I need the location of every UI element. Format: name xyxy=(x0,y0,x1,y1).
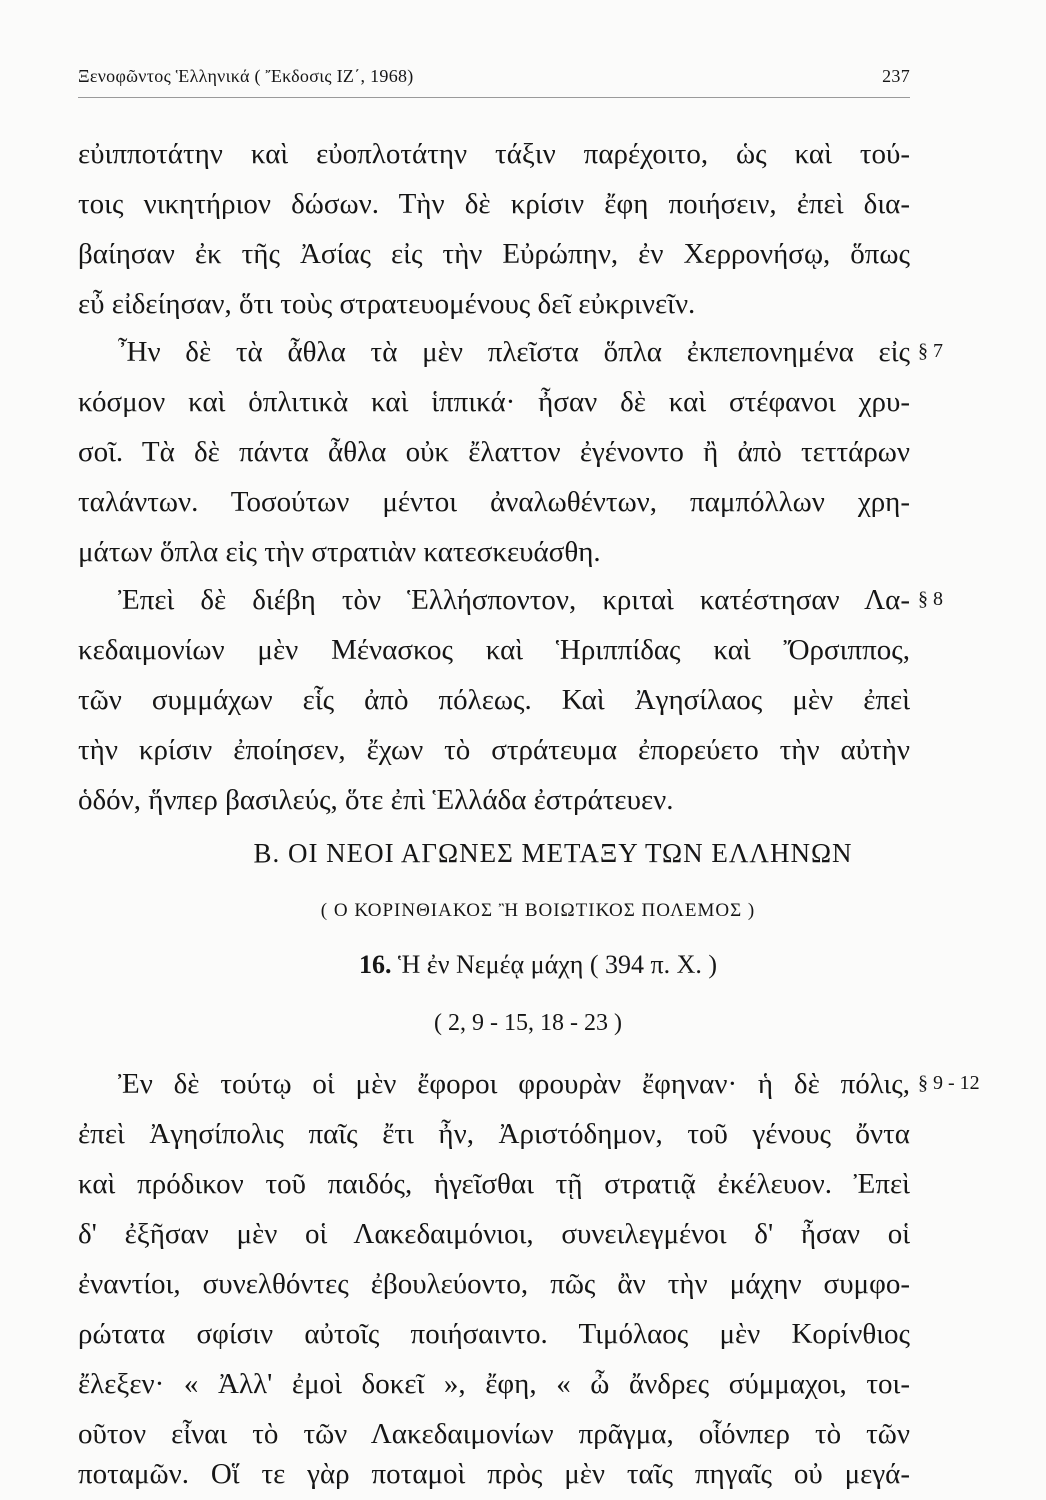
part-heading: Β. ΟΙ ΝΕΟΙ ΑΓΩΝΕΣ ΜΕΤΑΞΥ ΤΩΝ ΕΛΛΗΝΩΝ xyxy=(253,838,853,868)
text-line: σοῖ. Τὰ δὲ πάντα ἆθλα οὐκ ἔλαττον ἐγένοντο ἢ ἀπὸ τεττάρων xyxy=(78,436,910,468)
chapter-number: 16. xyxy=(358,950,392,979)
text-line: καὶ πρόδικον τοῦ παιδός, ἡγεῖσθαι τῇ στρατιᾷ ἐκέλευον. Ἐπεὶ xyxy=(78,1168,910,1200)
text-line: δ' ἐξῆσαν μὲν οἱ Λακεδαιμόνιοι, συνειλεγμένοι δ' ἦσαν οἱ xyxy=(78,1218,910,1250)
text-line: ποταμῶν. Οἵ τε γὰρ ποταμοὶ πρὸς μὲν ταῖς πηγαῖς οὐ μεγά- xyxy=(78,1458,910,1490)
text-line: Ἦν δὲ τὰ ἆθλα τὰ μὲν πλεῖστα ὅπλα ἐκπεπονημένα εἰς xyxy=(118,336,910,368)
text-line: μάτων ὅπλα εἰς τὴν στρατιὰν κατεσκευάσθη. xyxy=(78,536,601,568)
running-head-title: Ξενοφῶντος Ἑλληνικά ( Ἔκδοσις ΙΖ΄, 1968) xyxy=(78,66,414,86)
text-line: Ἐπεὶ δὲ διέβη τὸν Ἑλλήσποντον, κριταὶ κατέστησαν Λα- xyxy=(118,584,910,616)
text-line: ὁδόν, ἥνπερ βασιλεύς, ὅτε ἐπὶ Ἑλλάδα ἐστράτευεν. xyxy=(78,784,674,816)
page-number: 237 xyxy=(882,66,910,86)
section-marker: § 7 xyxy=(918,340,943,362)
part-subheading: ( Ο ΚΟΡΙΝΘΙΑΚΟΣ Ἢ ΒΟΙΩΤΙΚΟΣ ΠΟΛΕΜΟΣ ) xyxy=(320,900,756,921)
text-line: ταλάντων. Τοσούτων μέντοι ἀναλωθέντων, παμπόλλων χρη- xyxy=(78,486,910,518)
text-line: ἐναντίοι, συνελθόντες ἐβουλεύοντο, πῶς ἂν τὴν μάχην συμφο- xyxy=(78,1268,910,1300)
text-line: ρώτατα σφίσιν αὐτοῖς ποιήσαιντο. Τιμόλαος μὲν Κορίνθιος xyxy=(78,1318,910,1350)
text-line: εὖ εἰδείησαν, ὅτι τοὺς στρατευομένους δεῖ εὐκρινεῖν. xyxy=(78,288,696,320)
chapter-reference: ( 2, 9 - 15, 18 - 23 ) xyxy=(434,1010,622,1036)
text-line: τὴν κρίσιν ἐποίησεν, ἔχων τὸ στράτευμα ἐπορεύετο τὴν αὐτὴν xyxy=(78,734,910,766)
text-line: κεδαιμονίων μὲν Μένασκος καὶ Ἡριππίδας καὶ Ὄρσιππος, xyxy=(78,634,910,666)
text-line: ἐπεὶ Ἀγησίπολις παῖς ἔτι ἦν, Ἀριστόδημον, τοῦ γένους ὄντα xyxy=(78,1118,910,1150)
text-line: οῦτον εἶναι τὸ τῶν Λακεδαιμονίων πρᾶγμα, οἷόνπερ τὸ τῶν xyxy=(78,1418,910,1450)
header-rule xyxy=(78,97,910,98)
running-head xyxy=(78,66,910,92)
section-marker: § 9 - 12 xyxy=(918,1072,980,1094)
text-line: εὐιπποτάτην καὶ εὐοπλοτάτην τάξιν παρέχοιτο, ὡς καὶ τού- xyxy=(78,138,910,170)
text-line: τῶν συμμάχων εἷς ἀπὸ πόλεως. Καὶ Ἀγησίλαος μὲν ἐπεὶ xyxy=(78,684,910,716)
text-line: τοις νικητήριον δώσων. Τὴν δὲ κρίσιν ἔφη ποιήσειν, ἐπεὶ δια- xyxy=(78,188,910,220)
chapter-heading xyxy=(0,950,1046,980)
chapter-title: Ἡ ἐν Νεμέᾳ μάχη ( 394 π. Χ. ) xyxy=(397,950,718,979)
text-line: Ἐν δὲ τούτῳ οἱ μὲν ἔφοροι φρουρὰν ἔφηναν· ἡ δὲ πόλις, xyxy=(118,1068,910,1100)
section-marker: § 8 xyxy=(918,588,943,610)
text-line: βαίησαν ἐκ τῆς Ἀσίας εἰς τὴν Εὐρώπην, ἐν Χερρονήσῳ, ὅπως xyxy=(78,238,910,270)
text-line: ἔλεξεν· « Ἀλλ' ἐμοὶ δοκεῖ », ἔφη, « ὦ ἄνδρες σύμμαχοι, τοι- xyxy=(78,1368,910,1400)
text-line: κόσμον καὶ ὁπλιτικὰ καὶ ἱππικά· ἦσαν δὲ καὶ στέφανοι χρυ- xyxy=(78,386,910,418)
